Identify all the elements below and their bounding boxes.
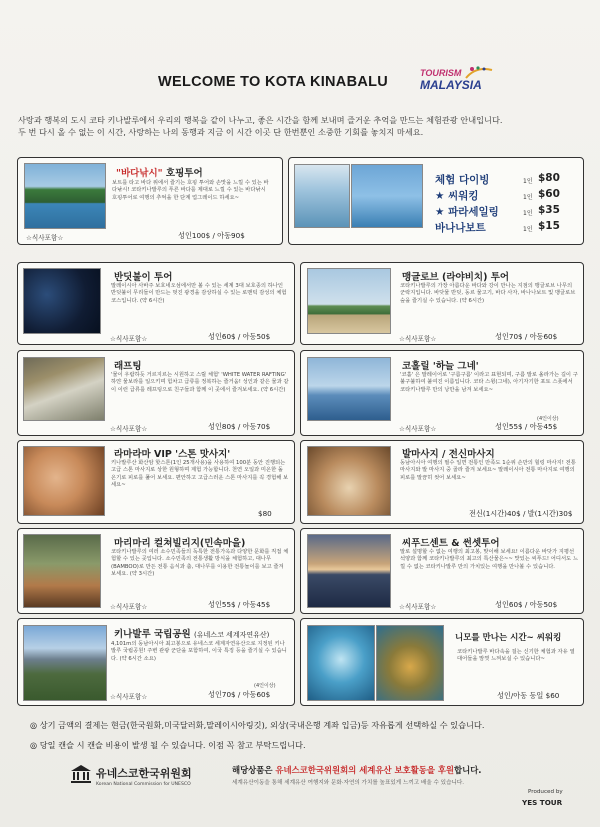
banana-boat-item-unit: 1인 xyxy=(523,226,533,233)
sunset-price: 성인60$ / 아동50$ xyxy=(495,600,558,609)
mangrove-title: 맹글로브 (라야비치) 투어 xyxy=(402,272,510,283)
stone-massage-description: 키나발루산 화산암 핫스톤(1인 25개사용)을 사용하여 100분 동안 진행되는 고급 스톤 마사지로 상한 원형하며 제험 가능합니다. 천연 오일과 미온한 돌 온기로 피로를 풀어 보세요. 편안하고 고급스러운 스톤 마사지를 꼭 경험해 보세요~ xyxy=(111,460,289,489)
card-sea-walking xyxy=(300,618,584,706)
foot-massage-description: 동남아시아 여행의 필수 일면 전통인 만족도 1순위 손만의 힐링 마사지! 전통 마사지와 발 마사지 중 골라 즐겨 보세요~ 말레이시아 전통 마사지로 여행의 피로를 말끔히 씻어 보세요~ xyxy=(400,460,576,481)
sky-swing-meal-included: ☆식사포함☆ xyxy=(399,425,437,433)
sea-walking-photo-1 xyxy=(307,625,375,701)
sponsor-text-highlight: 유네스코한국위원회의 세계유산 보호활동을 후원 xyxy=(275,765,455,775)
national-park-title-main: 키나발루 국립공원 xyxy=(114,629,191,640)
fishing-description: 보트를 타고 바다 위에서 즐기는 호핑 투어와 손맛을 느낄 수 있는 바다낚시! 코타키나발루의 푸른 바다를 제대로 느낄 수 있는 바다낚시 호핑투어로 여행의 추억을 한 단계 업그레이드 하세요~ xyxy=(112,180,269,201)
intro-line-2: 두 번 다시 올 수 없는 이 시간, 사랑하는 나의 동행과 지금 이 시간 이곳 단 한번뿐인 소중한 기회를 놓치지 마세요. xyxy=(18,127,424,137)
logo-swoosh-icon xyxy=(464,66,494,80)
seawalking-item-unit: 1인 xyxy=(523,194,533,201)
parasailing-item-unit: 1인 xyxy=(523,210,533,217)
foot-massage-title: 발마사지 / 전신마사지 xyxy=(402,449,495,460)
culture-village-meal-included: ☆식사포함☆ xyxy=(110,603,148,611)
rafting-meal-included: ☆식사포함☆ xyxy=(110,425,148,433)
banana-boat-item-name: 바나나보트 xyxy=(435,222,486,234)
cancellation-note: ◎ 당일 캔슬 시 캔슬 비용이 발생 될 수 있습니다. 이점 꼭 참고 부탁드립니다. xyxy=(30,740,306,750)
fishing-title-rest: 호핑투어 xyxy=(162,168,203,179)
culture-village-description: 코타키나발루의 여러 소수민족들의 독특한 전통가옥과 다양한 문화를 직접 체험할 수 있는 곳입니다. 소수민족의 전통생활 방식을 체험하고, 대나무 (BAMBOO)로 만든 전통 음식과 춤, 대나무를 이용한 전통놀이를 보고 즐겨 보세요. (약 3시간) xyxy=(111,549,289,578)
seawalking-item-price: $60 xyxy=(538,188,560,200)
card-rafting xyxy=(17,350,295,436)
unesco-name: 유네스코한국위원회 xyxy=(96,767,192,780)
parasailing-item-name: ★ 파라세일링 xyxy=(435,206,499,218)
card-fishing-tour xyxy=(17,157,283,245)
card-water-sports xyxy=(288,157,584,245)
diving-photo xyxy=(294,164,350,228)
national-park-price: 성인70$ / 아동60$ xyxy=(208,690,271,699)
card-national-park xyxy=(17,618,295,706)
fishing-meal-included: ☆식사포함☆ xyxy=(26,234,64,242)
rafting-title: 래프팅 xyxy=(114,361,142,372)
fishing-title-highlight: "바다낚시" xyxy=(116,168,163,179)
card-sunset-tour xyxy=(300,528,584,614)
national-park-title xyxy=(114,626,269,640)
producer-name: YES TOUR xyxy=(522,798,563,807)
sky-swing-title: 코홀릴 '하늘 그네' xyxy=(402,361,479,372)
parasailing-item-price: $35 xyxy=(538,204,560,216)
mangrove-photo xyxy=(307,268,391,334)
mangrove-meal-included: ☆식사포함☆ xyxy=(399,335,437,343)
culture-village-photo xyxy=(23,534,101,608)
national-park-title-sub: (유네스코 세계자연유산) xyxy=(194,631,270,639)
unesco-temple-icon xyxy=(70,764,92,784)
foot-massage-price: 전신(1시간)40$ / 발(1시간)30$ xyxy=(469,509,573,518)
sponsor-text-prefix: 해당상품은 xyxy=(232,765,276,775)
intro-line-1: 사랑과 행복의 도시 코타 키나발루에서 우리의 행복을 같이 나누고, 좋은 시간을 함께 보내며 즐거운 추억을 만드는 체험관광 안내입니다. xyxy=(18,115,503,125)
sunset-title: 씨푸드센트 & 썬셋투어 xyxy=(402,538,500,549)
firefly-meal-included: ☆식사포함☆ xyxy=(110,335,148,343)
sky-swing-price: 성인55$ / 아동45$ xyxy=(495,422,558,431)
seawalking-item-name: ★ 씨워킹 xyxy=(435,190,479,202)
card-foot-massage xyxy=(300,440,584,524)
card-mangrove-tour xyxy=(300,262,584,345)
stone-massage-title: 라마라마 VIP '스톤 맛사지' xyxy=(114,449,231,460)
parasailing-photo xyxy=(351,164,423,228)
sky-swing-min-people: (4인이상) xyxy=(537,416,559,422)
rafting-photo xyxy=(23,357,105,421)
sunset-description: 말로 설명할 수 없는 여행의 최고봉, 맞이해 보세요! 이름다운 바닷가 지평선 석양과 함께 코타키나발루의 최고의 특산물은~~ 맛있는 씨푸드! 어디서도 느낄 수 없는 코타키나발루 만의 가치있는 여행을 만나볼 수 있습니다. xyxy=(400,549,578,570)
card-sky-swing xyxy=(300,350,584,436)
firefly-description: 말레이시아 사바주 보호네오섬에서만 볼 수 있는 세계 3대 보호종의 하나인 반딧불이 무리들이 만드는 멋진 광경을 감상하실 수 있는 로맨틱 감성의 체험코스입니다. (약 6시간) xyxy=(111,283,287,304)
rafting-description: '물이 우람하듯 거르지르는 시원하고 스릴 체험' 'WHITE WATER RAFTING' 하얀 물보라를 일으키며 힘차고 급류를 정복하는 즐거움! 성인과 같은 물과 같이 이런 급류를 레프팅으로 친구들과 함께 이 곳에서 즐겨보세요. (약 6시간) xyxy=(111,372,289,393)
stone-massage-photo xyxy=(23,446,105,516)
logo-text-tourism: TOURISM xyxy=(420,68,462,78)
logo-text-malaysia: MALAYSIA xyxy=(420,78,482,92)
sponsor-text-suffix: 합니다. xyxy=(454,765,482,775)
banana-boat-item-price: $15 xyxy=(538,220,560,232)
sky-swing-description: '코홀' 은 말레이어로 '구름구름' 이라고 표현되며, 구름 발로 올라가는 길이 구불구불하여 붙여진 이름입니다. 코타 스윙(그네), 아기자기한 포토 스폿에서 코타키나발루 만의 낭만을 남겨 보세요~ xyxy=(400,372,578,393)
sea-walking-photo-2 xyxy=(376,625,444,701)
mangrove-price: 성인70$ / 아동60$ xyxy=(495,332,558,341)
diving-item-name: 체험 다이빙 xyxy=(435,174,490,186)
unesco-english-name: Korean National Commission for UNESCO xyxy=(96,782,191,787)
sky-swing-photo xyxy=(307,357,391,421)
unesco-sponsor-subtext: 세계유산이동을 통해 세계유산 여행지와 문화·자연의 가치를 높표있게 느끼고 배울 수 있습니다. xyxy=(232,780,465,786)
card-stone-massage xyxy=(17,440,295,524)
rafting-price: 성인80$ / 아동70$ xyxy=(208,422,271,431)
national-park-min-people: (4인이상) xyxy=(254,683,276,689)
firefly-price: 성인60$ / 아동50$ xyxy=(208,332,271,341)
diving-item-price: $80 xyxy=(538,172,560,184)
card-firefly-tour xyxy=(17,262,295,345)
firefly-title: 반딧불이 투어 xyxy=(114,272,173,283)
national-park-meal-included: ☆식사포함☆ xyxy=(110,693,148,701)
fishing-title xyxy=(116,165,203,179)
foot-massage-photo xyxy=(307,446,391,516)
sea-walking-price: 성인/아동 동일 $60 xyxy=(497,691,560,700)
fishing-photo xyxy=(24,163,106,229)
sunset-meal-included: ☆식사포함☆ xyxy=(399,603,437,611)
produced-by-label: Produced by xyxy=(528,789,563,795)
mangrove-description: 코타키나발루의 가장 아름다운 바다와 강이 만나는 지점의 맹글로브 나무의 군락지입니다. 바닷물 반딧, 동르 물고기, 바다 사자, 바나나보트 및 맹글로브 숲을 즐기실 수 있습니다. (약 6시간) xyxy=(400,283,576,304)
tourism-malaysia-logo xyxy=(420,66,496,98)
payment-note: ◎ 상기 금액의 결제는 현금(한국원화,미국달러화,말레이시아링깃), 외상(국내은행 계좌 입금)등 자유롭게 선택하실 수 있습니다. xyxy=(30,720,485,730)
intro-text xyxy=(18,114,588,138)
national-park-description: 4,101m의 동남아시아 최고봉으로 유네스코 세계자연유산으로 지정된 키나발루 국립공원! 주변 관광 군단을 포함하여, 이국 특징 등을 즐기실 수 있습니다. (약 6시간 소요) xyxy=(111,641,287,662)
unesco-sponsor-text xyxy=(232,764,481,776)
fishing-price: 성인100$ / 아동90$ xyxy=(178,231,245,240)
sea-walking-description: 코타키나발루 바다속을 걸는 신기한 체험과 자유 열대어들을 맘껏 느껴보실 수 있습니다~ xyxy=(457,649,575,663)
diving-item-unit: 1인 xyxy=(523,178,533,185)
stone-massage-price: $80 xyxy=(258,509,272,518)
culture-village-price: 성인55$ / 아동45$ xyxy=(208,600,271,609)
sunset-photo xyxy=(307,534,391,608)
sea-walking-title: 니모를 만나는 시간~ 씨워킹 xyxy=(455,633,562,643)
card-culture-village xyxy=(17,528,295,614)
national-park-photo xyxy=(23,625,107,701)
culture-village-title: 마리마리 컬쳐빌리지(민속마을) xyxy=(114,538,246,549)
page-title: WELCOME TO KOTA KINABALU xyxy=(158,74,389,90)
firefly-photo xyxy=(23,268,101,334)
